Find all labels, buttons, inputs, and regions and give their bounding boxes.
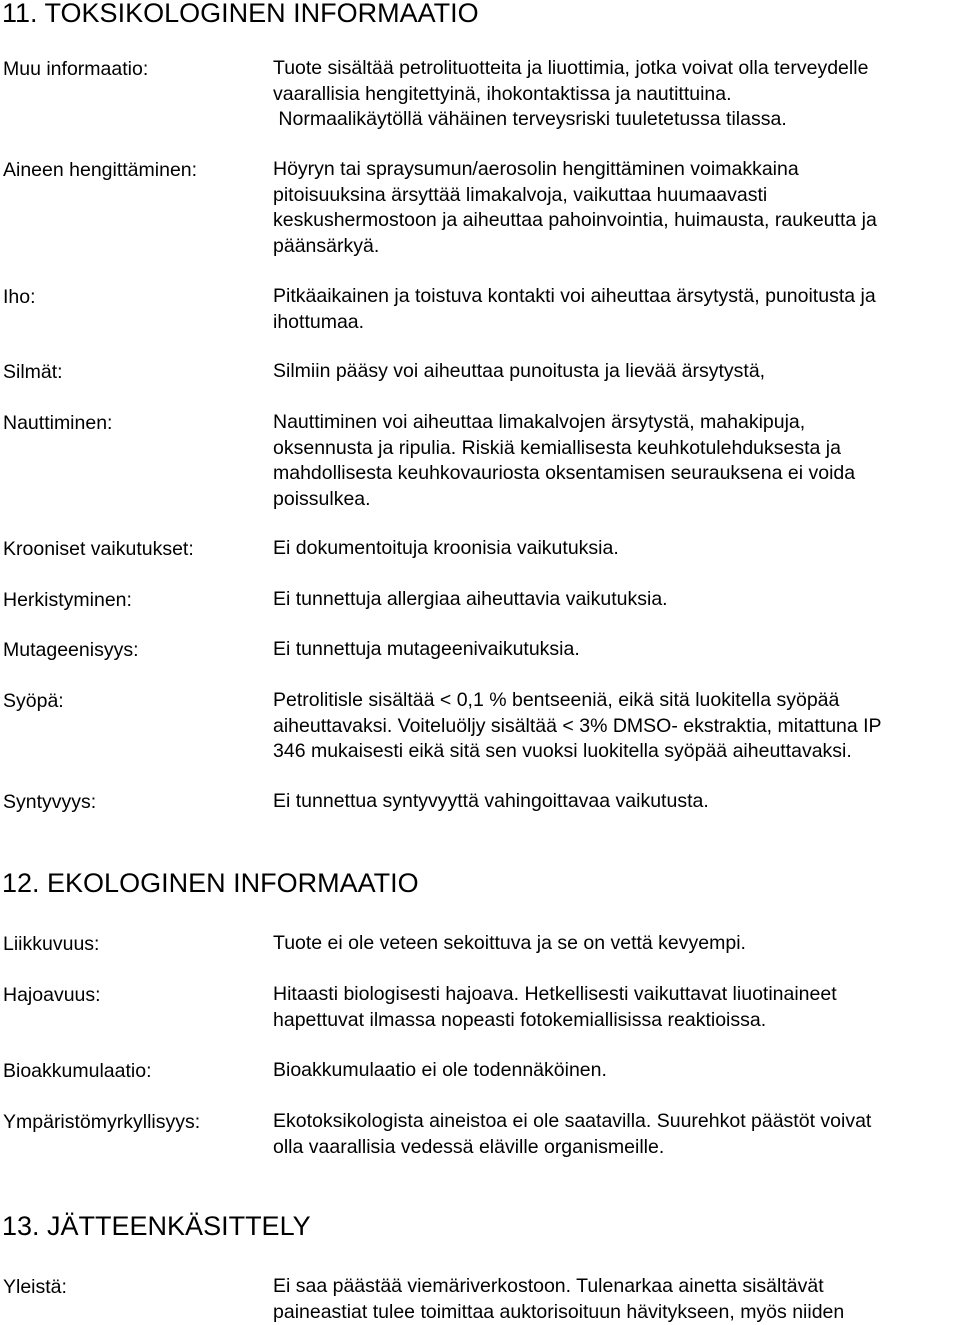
row-label: Ympäristömyrkyllisyys: bbox=[3, 1111, 201, 1133]
value-line: Normaalikäytöllä vähäinen terveysriski tuuletetussa tilassa. bbox=[273, 108, 787, 131]
row-label: Mutageenisyys: bbox=[3, 639, 139, 661]
value-line: Ei tunnettuja allergiaa aiheuttavia vaikutuksia. bbox=[273, 588, 668, 610]
value-line: Nauttiminen voi aiheuttaa limakalvojen ärsytystä, mahakipuja, bbox=[273, 411, 806, 433]
row-value bbox=[273, 157, 957, 259]
row-value bbox=[273, 789, 957, 815]
row-label: Muu informaatio: bbox=[3, 58, 149, 80]
row-value bbox=[273, 637, 957, 663]
value-line: Silmiin pääsy voi aiheuttaa punoitusta ja lievää ärsytystä, bbox=[273, 360, 766, 382]
value-line: Tuote ei ole veteen sekoittuva ja se on vettä kevyempi. bbox=[273, 932, 746, 954]
row-value bbox=[273, 688, 957, 765]
row-label: Bioakkumulaatio: bbox=[3, 1060, 152, 1082]
row-label: Iho: bbox=[3, 286, 36, 308]
row-label: Hajoavuus: bbox=[3, 984, 101, 1006]
value-line: 346 mukaisesti eikä sitä sen vuoksi luokitella syöpää aiheuttavaksi. bbox=[273, 740, 852, 763]
value-line: Ekotoksikologista aineistoa ei ole saatavilla. Suurehkot päästöt voivat bbox=[273, 1110, 872, 1132]
row-label: Herkistyminen: bbox=[3, 589, 132, 611]
value-line: paineastiat tulee toimittaa auktorisoituun hävitykseen, myös niiden bbox=[273, 1300, 845, 1323]
value-line: Bioakkumulaatio ei ole todennäköinen. bbox=[273, 1059, 607, 1081]
row-value bbox=[273, 1274, 957, 1325]
value-line: Hitaasti biologisesti hajoava. Hetkellisesti vaikuttavat liuotinaineet bbox=[273, 983, 837, 1005]
value-line: oksennusta ja ripulia. Riskiä kemiallisesta keuhkotulehduksesta ja bbox=[273, 436, 841, 459]
value-line: Ei tunnettuja mutageenivaikutuksia. bbox=[273, 638, 580, 660]
value-line: ihottumaa. bbox=[273, 310, 365, 333]
row-value bbox=[273, 410, 957, 512]
row-value bbox=[273, 284, 957, 335]
value-line: aiheuttavaksi. Voiteluöljy sisältää < 3% DMSO- ekstraktia, mitattuna IP bbox=[273, 714, 882, 737]
row-value bbox=[273, 536, 957, 562]
value-line: Ei tunnettua syntyvyyttä vahingoittavaa vaikutusta. bbox=[273, 790, 709, 812]
value-line: pitoisuuksina ärsyttää limakalvoja, vaikuttaa huumaavasti bbox=[273, 183, 768, 206]
row-value bbox=[273, 1109, 957, 1160]
value-line: vaarallisia hengitettyinä, ihokontaktissa ja nautittuina. bbox=[273, 82, 732, 105]
value-line: Pitkäaikainen ja toistuva kontakti voi aiheuttaa ärsytystä, punoitusta ja bbox=[273, 285, 876, 307]
row-label: Nauttiminen: bbox=[3, 412, 113, 434]
value-line: Ei dokumentoituja kroonisia vaikutuksia. bbox=[273, 537, 619, 559]
value-line: Ei saa päästää viemäriverkostoon. Tulenarkaa ainetta sisältävät bbox=[273, 1275, 824, 1297]
row-label: Yleistä: bbox=[3, 1276, 67, 1298]
row-label: Aineen hengittäminen: bbox=[3, 159, 198, 181]
value-line: mahdollisesta keuhkovauriosta oksentamisen seurauksena ei voida bbox=[273, 462, 856, 485]
value-line: hapettuvat ilmassa nopeasti fotokemiallisissa reaktioissa. bbox=[273, 1008, 767, 1031]
row-value bbox=[273, 56, 957, 133]
value-line: Höyryn tai spraysumun/aerosolin hengittäminen voimakkaina bbox=[273, 158, 799, 180]
row-label: Syntyvyys: bbox=[3, 791, 97, 813]
row-label: Syöpä: bbox=[3, 690, 64, 712]
section-title-toxicology: 11. TOKSIKOLOGINEN INFORMAATIO bbox=[2, 0, 479, 28]
section-title-ecology: 12. EKOLOGINEN INFORMAATIO bbox=[2, 868, 419, 898]
value-line: poissulkea. bbox=[273, 487, 371, 510]
row-value bbox=[273, 982, 957, 1033]
row-label: Silmät: bbox=[3, 361, 63, 383]
row-value bbox=[273, 587, 957, 613]
value-line: päänsärkyä. bbox=[273, 234, 380, 257]
value-line: Tuote sisältää petrolituotteita ja liuottimia, jotka voivat olla terveydelle bbox=[273, 57, 869, 79]
row-value bbox=[273, 931, 957, 957]
section-title-disposal: 13. JÄTTEENKÄSITTELY bbox=[2, 1211, 311, 1241]
row-value bbox=[273, 359, 957, 385]
value-line: keskushermostoon ja aiheuttaa pahoinvointia, huimausta, raukeutta ja bbox=[273, 209, 877, 232]
value-line: olla vaarallisia vedessä eläville organismeille. bbox=[273, 1135, 665, 1158]
value-line: Petrolitisle sisältää < 0,1 % bentseeniä, eikä sitä luokitella syöpää bbox=[273, 689, 840, 711]
row-label: Krooniset vaikutukset: bbox=[3, 538, 194, 560]
row-label: Liikkuvuus: bbox=[3, 933, 100, 955]
row-value bbox=[273, 1058, 957, 1084]
